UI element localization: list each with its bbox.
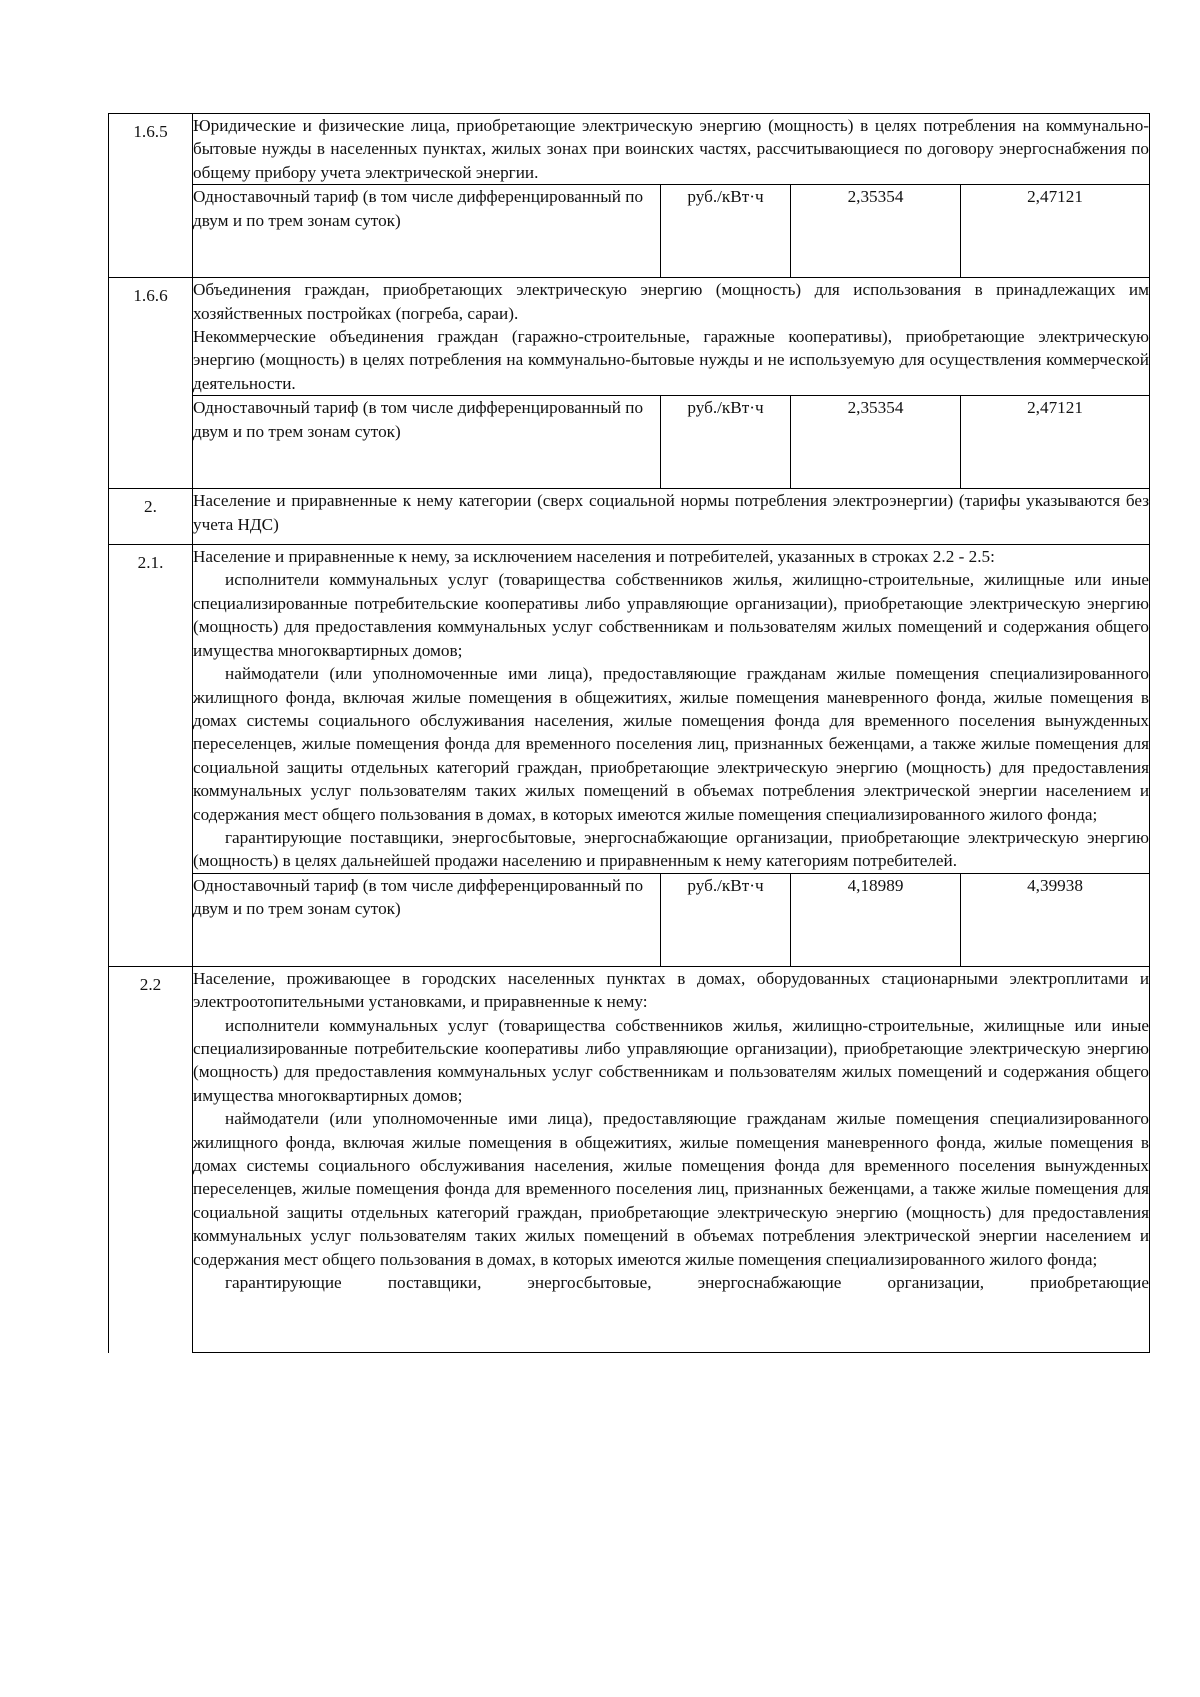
row-number: 2.1. [109, 545, 193, 967]
tariff-value-1: 2,35354 [791, 185, 961, 278]
description-paragraph: гарантирующие поставщики, энергосбытовые, энергоснабжающие организации, приобретающие электрическую энергию (мощность) в целях дальнейшей продажи населению и приравненным к нему категориям потребителей. [193, 827, 1150, 871]
tariff-unit: руб./кВт·ч [661, 185, 791, 278]
tariff-value-2: 2,47121 [961, 396, 1150, 489]
description-paragraph: Объединения граждан, приобретающих электрическую энергию (мощность) для использования в принадлежащих им хозяйственных постройках (погреба, сараи). [193, 280, 1150, 323]
description-paragraph: Население и приравненные к нему категории (сверх социальной нормы потребления электроэнергии) (тарифы указываются без учета НДС) [193, 491, 1150, 534]
row-number: 1.6.5 [109, 114, 193, 278]
row-number: 2.2 [109, 966, 193, 1353]
tariff-label: Одноставочный тариф (в том числе дифференцированный по двум и по трем зонам суток) [193, 185, 661, 278]
tariff-label: Одноставочный тариф (в том числе дифференцированный по двум и по трем зонам суток) [193, 873, 661, 966]
description-paragraph: Население, проживающее в городских населенных пунктах в домах, оборудованных стационарными электроплитами и электроотопительными установками, и приравненные к нему: [193, 968, 1150, 1012]
row-description [193, 489, 1150, 545]
tariff-label: Одноставочный тариф (в том числе дифференцированный по двум и по трем зонам суток) [193, 396, 661, 489]
tariff-unit: руб./кВт·ч [661, 396, 791, 489]
table-row-1-6-6 [109, 278, 1150, 396]
tariff-value-2: 2,47121 [961, 185, 1150, 278]
row-description [193, 278, 1150, 396]
tariff-value-1: 4,18989 [791, 873, 961, 966]
description-paragraph: Юридические и физические лица, приобретающие электрическую энергию (мощность) в целях потребления на коммунально-бытовые нужды в населенных пунктах, жилых зонах при воинских частях, рассчитывающиеся по договору энергоснабжения по общему прибору учета электрической энергии. [193, 116, 1150, 182]
tariff-unit: руб./кВт·ч [661, 873, 791, 966]
row-number: 2. [109, 489, 193, 545]
description-paragraph: наймодатели (или уполномоченные ими лица), предоставляющие гражданам жилые помещения специализированного жилищного фонда, включая жилые помещения в общежитиях, жилые помещения маневренного фонда, жилые помещения в домах системы социального обслуживания населения, жилые помещения фонда для временного поселения вынужденных переселенцев, жилые помещения фонда для временного поселения лиц, признанных беженцами, а также жилые помещения для социальной защиты отдельных категорий граждан, приобретающие электрическую энергию (мощность) для предоставления коммунальных услуг пользователям таких жилых помещений в объемах потребления электрической энергии населением и содержания мест общего пользования в домах, в которых имеются жилые помещения специализированного жилого фонда; [193, 1109, 1150, 1269]
table-row-2-1 [109, 545, 1150, 874]
description-paragraph: Некоммерческие объединения граждан (гаражно-строительные, гаражные кооперативы), приобретающие электрическую энергию (мощность) в целях потребления на коммунально-бытовые нужды и не используемую для осуществления коммерческой деятельности. [193, 327, 1150, 393]
row-description [193, 114, 1150, 185]
tariff-row [109, 396, 1150, 489]
description-paragraph: гарантирующие поставщики, энергосбытовые, энергоснабжающие организации, приобретающие [225, 1273, 1150, 1293]
description-paragraph: исполнители коммунальных услуг (товарищества собственников жилья, жилищно-строительные, жилищные или иные специализированные потребительские кооперативы либо управляющие организации), приобретающие электрическую энергию (мощность) для предоставления коммунальных услуг собственникам и пользователям жилых помещений и содержания общего имущества многоквартирных домов; [193, 570, 1150, 660]
table-row-2-2 [109, 966, 1150, 1353]
tariff-value-1: 2,35354 [791, 396, 961, 489]
tariff-table [108, 113, 1150, 1353]
tariff-value-2: 4,39938 [961, 873, 1150, 966]
table-row-1-6-5 [109, 114, 1150, 185]
row-description [193, 545, 1150, 874]
row-number: 1.6.6 [109, 278, 193, 489]
row-description [193, 966, 1150, 1353]
description-paragraph: наймодатели (или уполномоченные ими лица), предоставляющие гражданам жилые помещения специализированного жилищного фонда, включая жилые помещения в общежитиях, жилые помещения маневренного фонда, жилые помещения в домах системы социального обслуживания населения, жилые помещения фонда для временного поселения вынужденных переселенцев, жилые помещения фонда для временного поселения лиц, признанных беженцами, а также жилые помещения для социальной защиты отдельных категорий граждан, приобретающие электрическую энергию (мощность) для предоставления коммунальных услуг пользователям таких жилых помещений в объемах потребления электрической энергии населением и содержания мест общего пользования в домах, в которых имеются жилые помещения специализированного жилого фонда; [193, 664, 1150, 824]
tariff-row [109, 873, 1150, 966]
tariff-row [109, 185, 1150, 278]
description-paragraph: исполнители коммунальных услуг (товарищества собственников жилья, жилищно-строительные, жилищные или иные специализированные потребительские кооперативы либо управляющие организации), приобретающие электрическую энергию (мощность) для предоставления коммунальных услуг собственникам и пользователям жилых помещений и содержания общего имущества многоквартирных домов; [193, 1015, 1150, 1105]
description-paragraph: Население и приравненные к нему, за исключением населения и потребителей, указанных в строках 2.2 - 2.5: [193, 547, 995, 567]
table-row-2 [109, 489, 1150, 545]
